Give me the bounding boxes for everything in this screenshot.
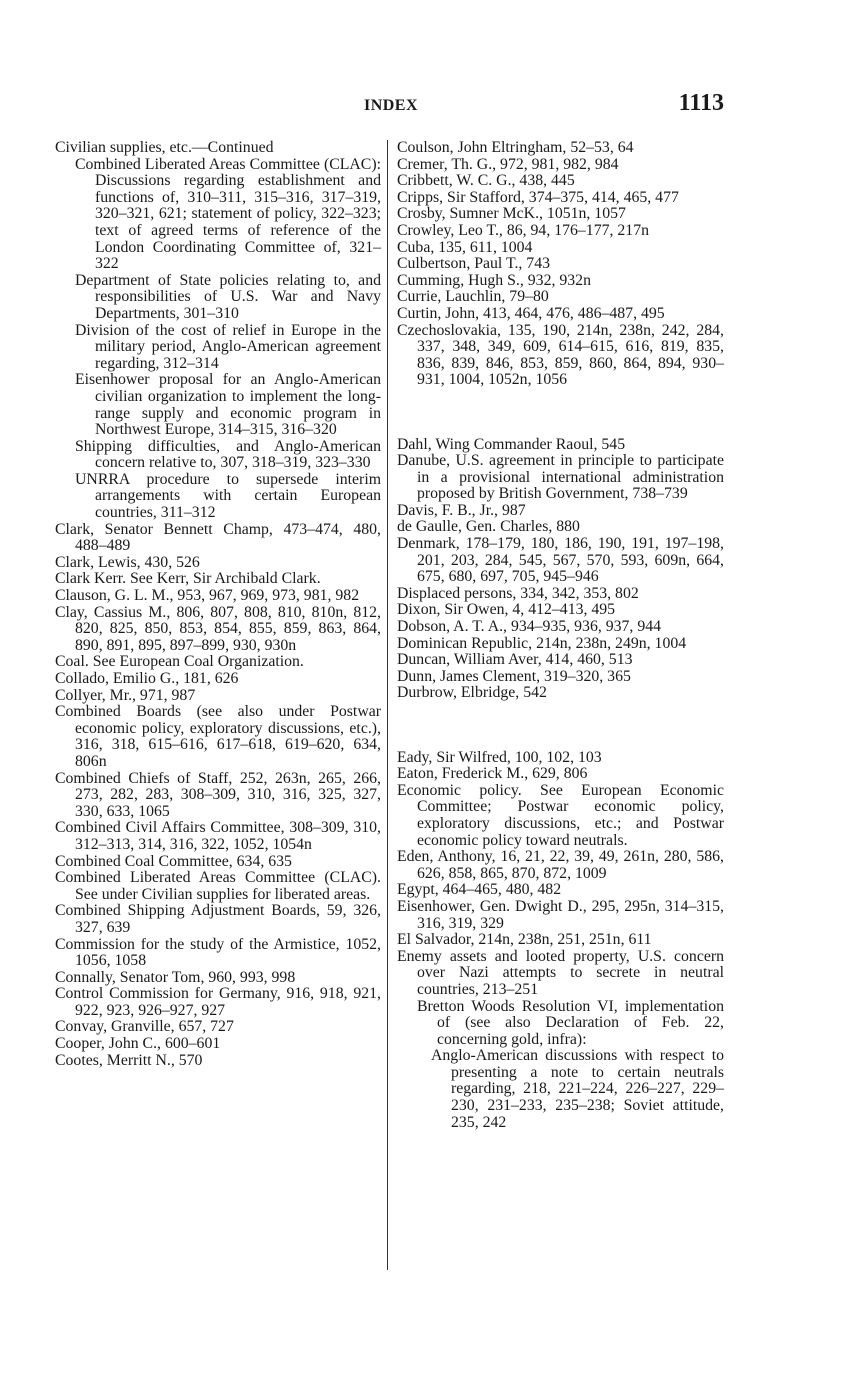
index-entry: Currie, Lauchlin, 79–80 <box>397 288 549 306</box>
index-entry: Economic policy. See European Economic Committee; Postwar economic policy, exploratory discussions, etc.; and Postwar economic policy toward neutrals. <box>397 781 724 849</box>
index-entry: Eady, Sir Wilfred, 100, 102, 103 <box>397 748 602 766</box>
index-entry: Czechoslovakia, 135, 190, 214n, 238n, 242, 284, 337, 348, 349, 609, 614–615, 616, 819, 835, 836, 839, 846, 853, 859, 860, 864, 894, 930–931, 1004, 1052n, 1056 <box>397 321 724 389</box>
index-entry: Commission for the study of the Armistice, 1052, 1056, 1058 <box>55 935 381 970</box>
index-entry: Durbrow, Elbridge, 542 <box>397 684 547 702</box>
index-entry: Culbertson, Paul T., 743 <box>397 255 550 273</box>
index-entry: Dixon, Sir Owen, 4, 412–413, 495 <box>397 601 616 619</box>
index-entry: Convay, Granville, 657, 727 <box>55 1018 234 1036</box>
index-entry: Eden, Anthony, 16, 21, 22, 39, 49, 261n, 280, 586, 626, 858, 865, 870, 872, 1009 <box>397 848 724 882</box>
index-entry: Coulson, John Eltringham, 52–53, 64 <box>397 139 634 156</box>
index-entry: El Salvador, 214n, 238n, 251, 251n, 611 <box>397 931 652 949</box>
section-gap <box>397 718 724 734</box>
index-entry: Crosby, Sumner McK., 1051n, 1057 <box>397 205 626 223</box>
index-entry: Cripps, Sir Stafford, 374–375, 414, 465, 477 <box>397 188 679 206</box>
index-entry: Clark, Lewis, 430, 526 <box>55 553 200 571</box>
index-entry: Cremer, Th. G., 972, 981, 982, 984 <box>397 155 619 173</box>
index-entry: de Gaulle, Gen. Charles, 880 <box>397 518 580 536</box>
index-entry: Cuba, 135, 611, 1004 <box>397 238 533 256</box>
index-entry: Clark Kerr. See Kerr, Sir Archibald Clark. <box>55 570 321 588</box>
index-subentry: UNRRA procedure to supersede interim arrangements with certain European countries, 311–312 <box>75 470 381 522</box>
index-entry: Davis, F. B., Jr., 987 <box>397 501 526 519</box>
section-gap <box>397 405 724 421</box>
page-number: 1113 <box>678 90 724 116</box>
index-subentry: Eisenhower proposal for an Anglo-American civilian organization to implement the long-range supply and economic program in Northwest Europe, 314–315, 316–320 <box>75 371 381 439</box>
index-entry: Dobson, A. T. A., 934–935, 936, 937, 944 <box>397 618 662 636</box>
index-subentry: Bretton Woods Resolution VI, implementation of (see also Declaration of Feb. 22, concerning gold, infra): <box>417 997 724 1048</box>
index-entry: Dominican Republic, 214n, 238n, 249n, 1004 <box>397 634 687 652</box>
index-subentry: Combined Liberated Areas Committee (CLAC): Discussions regarding establishment and functions of, 310–311, 315–316, 317–319, 320–321, 621; statement of policy, 322–323; text of agreed terms of reference of the London Coordinating Committee of, 321–322 <box>75 155 381 273</box>
index-entry: Duncan, William Aver, 414, 460, 513 <box>397 651 633 669</box>
index-entry: Connally, Senator Tom, 960, 993, 998 <box>55 968 296 986</box>
running-title: INDEX <box>363 97 419 114</box>
column-divider <box>387 140 388 1270</box>
index-entry: Cribbett, W. C. G., 438, 445 <box>397 172 575 190</box>
index-entry: Cumming, Hugh S., 932, 932n <box>397 271 591 289</box>
index-entry: Cooper, John C., 600–601 <box>55 1035 221 1053</box>
index-entry: Control Commission for Germany, 916, 918, 921, 922, 923, 926–927, 927 <box>55 985 381 1019</box>
index-subentry: Shipping difficulties, and Anglo-American concern relative to, 307, 318–319, 323–330 <box>75 437 381 472</box>
index-entry: Combined Chiefs of Staff, 252, 263n, 265, 266, 273, 282, 283, 308–309, 310, 316, 325, 327, 330, 633, 1065 <box>55 769 381 820</box>
index-entry: Crowley, Leo T., 86, 94, 176–177, 217n <box>397 221 649 239</box>
index-column-left <box>55 140 381 1069</box>
index-entry: Curtin, John, 413, 464, 476, 486–487, 495 <box>397 304 665 322</box>
index-entry: Clark, Senator Bennett Champ, 473–474, 480, 488–489 <box>55 520 381 555</box>
index-entry: Combined Civil Affairs Committee, 308–309, 310, 312–313, 314, 316, 322, 1052, 1054n <box>55 819 381 853</box>
index-entry: Collyer, Mr., 971, 987 <box>55 686 196 704</box>
index-entry: Combined Liberated Areas Committee (CLAC). See under Civilian supplies for liberated areas. <box>55 869 381 903</box>
index-subentry: Anglo-American discussions with respect to presenting a note to certain neutrals regarding, 218, 221–224, 226–227, 229–230, 231–233, 235–238; Soviet attitude, 235, 242 <box>431 1047 724 1131</box>
index-entry: Coal. See European Coal Organization. <box>55 653 304 671</box>
index-entry: Enemy assets and looted property, U.S. concern over Nazi attempts to secrete in neutral countries, 213–251 <box>397 947 724 998</box>
index-entry: Civilian supplies, etc.—Continued <box>55 139 274 156</box>
index-entry: Collado, Emilio G., 181, 626 <box>55 670 239 687</box>
index-entry: Combined Boards (see also under Postwar economic policy, exploratory discussions, etc.), 316, 318, 615–616, 617–618, 619–620, 634, 806n <box>55 703 381 770</box>
index-entry: Dahl, Wing Commander Raoul, 545 <box>397 435 626 453</box>
index-entry: Denmark, 178–179, 180, 186, 190, 191, 197–198, 201, 203, 284, 545, 567, 570, 593, 609n, 664, 675, 680, 697, 705, 945–946 <box>397 535 724 586</box>
index-entry: Clauson, G. L. M., 953, 967, 969, 973, 981, 982 <box>55 587 360 605</box>
index-entry: Clay, Cassius M., 806, 807, 808, 810, 810n, 812, 820, 825, 850, 853, 854, 855, 859, 863, 864, 890, 891, 895, 897–899, 930, 930n <box>55 603 381 654</box>
index-subentry: Division of the cost of relief in Europe in the military period, Anglo-American agreement regarding, 312–314 <box>75 321 381 372</box>
index-column-right <box>397 140 724 1131</box>
index-entry: Combined Shipping Adjustment Boards, 59, 326, 327, 639 <box>55 902 381 936</box>
index-entry: Displaced persons, 334, 342, 353, 802 <box>397 584 639 602</box>
index-entry: Combined Coal Committee, 634, 635 <box>55 852 292 870</box>
index-entry: Danube, U.S. agreement in principle to participate in a provisional international administration proposed by British Government, 738–739 <box>397 452 724 503</box>
index-entry: Eaton, Frederick M., 629, 806 <box>397 765 588 783</box>
index-entry: Cootes, Merritt N., 570 <box>55 1051 203 1069</box>
index-subentry: Department of State policies relating to, and responsibilities of U.S. War and Navy Departments, 301–310 <box>75 271 381 322</box>
index-entry: Dunn, James Clement, 319–320, 365 <box>397 667 631 685</box>
index-entry: Eisenhower, Gen. Dwight D., 295, 295n, 314–315, 316, 319, 329 <box>397 897 724 932</box>
index-entry: Egypt, 464–465, 480, 482 <box>397 881 562 899</box>
